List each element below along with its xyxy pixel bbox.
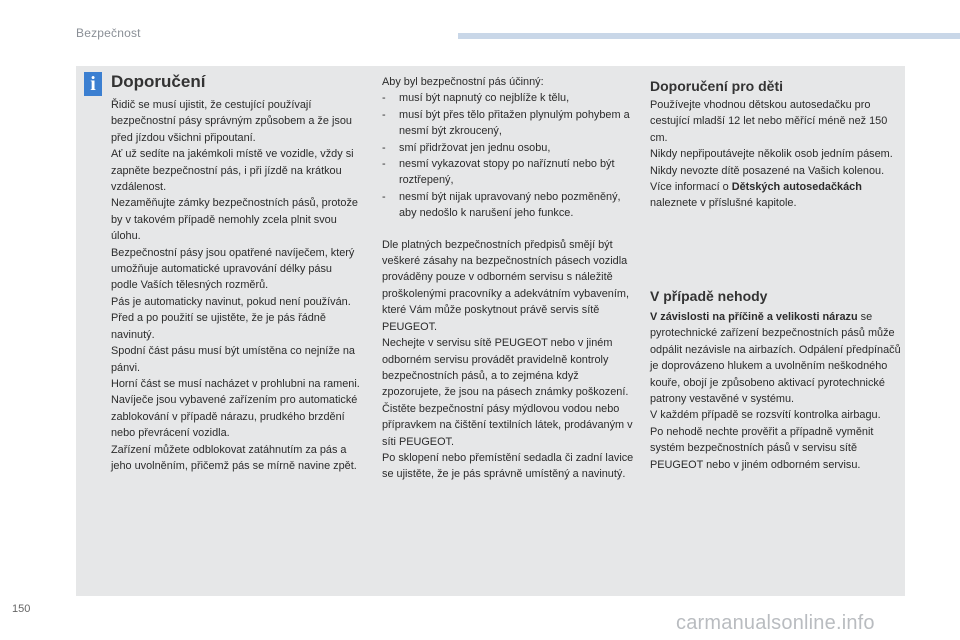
children-section — [650, 97, 902, 212]
paragraph — [650, 179, 902, 212]
recommendations-heading: Doporučení — [111, 72, 206, 91]
paragraph: Horní část se musí nacházet v prohlubni na rameni. — [111, 377, 360, 390]
list-item: - smí přidržovat jen jednu osobu, — [382, 140, 634, 156]
belt-requirements-list — [382, 90, 634, 221]
text: Více informací o — [650, 181, 732, 194]
paragraph: Po nehodě nechte prověřit a případně vyměnit systém bezpečnostních pásů v servisu sítě PEUGEOT nebo v jiném odborném servisu. — [650, 425, 874, 471]
paragraph: Po sklopení nebo přemístění sedadla či zadní lavice se ujistěte, že je pás správně umístěný a navinutý. — [382, 451, 634, 481]
list-intro: Aby byl bezpečnostní pás účinný: — [382, 76, 544, 88]
text: naleznete v příslušné kapitole. — [650, 197, 797, 210]
paragraph: Nezaměňujte zámky bezpečnostních pásů, protože by v takovém případě nemohly zcela plnit svou úlohu. — [111, 197, 358, 243]
paragraph: Čistěte bezpečnostní pásy mýdlovou vodou nebo přípravkem na čištění textilních látek, prodávaným v síti PEUGEOT. — [382, 402, 633, 448]
paragraph: V každém případě se rozsvítí kontrolka airbagu. — [650, 409, 881, 422]
text: se pyrotechnické zařízení bezpečnostních pásů může odpálit nezávisle na airbazích. Odpálení předpínačů je doprovázeno hlukem a uvolněním neškodného kouře, obojí je způsobeno aktivací pyrotechnické patrony vestavěné v systému. — [650, 311, 901, 406]
paragraph — [650, 309, 902, 407]
section-title: Bezpečnost — [76, 26, 141, 40]
list-item: - musí být napnutý co nejblíže k tělu, — [382, 90, 634, 106]
paragraph: Spodní část pásu musí být umístěna co nejníže na pánvi. — [111, 345, 355, 374]
accident-section — [650, 309, 902, 473]
info-icon: i — [84, 72, 102, 96]
paragraph: Dle platných bezpečnostních předpisů smějí být veškeré zásahy na bezpečnostních pásech vozidla prováděny pouze v odborném servisu s náležitě proškolenými pracovníky a adekvátním vybavením, které Vám může poskytnout právě servis sítě PEUGEOT. — [382, 238, 629, 333]
paragraph: Ať už sedíte na jakémkoli místě ve vozidle, vždy si zapněte bezpečnostní pás, i při jízdě na krátkou vzdálenost. — [111, 148, 354, 194]
page-number: 150 — [12, 603, 31, 615]
paragraph: Nechejte v servisu sítě PEUGEOT nebo v jiném odborném servisu provádět pravidelně kontroly bezpečnostních pásů, a to zejména když zpozorujete, že jsou na pásech známky poškození. — [382, 337, 629, 399]
accident-heading: V případě nehody — [650, 288, 768, 304]
list-item: - nesmí být nijak upravovaný nebo pozměněný, aby nedošlo k narušení jeho funkce. — [382, 189, 634, 222]
recommendations-column-1 — [111, 97, 361, 474]
paragraph: Zařízení můžete odblokovat zatáhnutím za pás a jeho uvolněním, přičemž pás se mírně navine zpět. — [111, 443, 357, 472]
paragraph: Nikdy nepřipoutávejte několik osob jedním pásem. — [650, 148, 893, 161]
paragraph: Navíječe jsou vybavené zařízením pro automatické zablokování v případě nárazu, prudkého brzdění nebo převrácení vozidla. — [111, 394, 358, 440]
paragraph: Bezpečnostní pásy jsou opatřené navíječem, který umožňuje automatické upravování délky pásu podle Vaších tělesných rozměrů. — [111, 246, 355, 292]
paragraph: Používejte vhodnou dětskou autosedačku pro cestující mladší 12 let nebo měřící méně než 150 cm. — [650, 99, 888, 144]
emphasis: V závislosti na příčině a velikosti nárazu — [650, 311, 858, 323]
list-item: - nesmí vykazovat stopy po naříznutí nebo být roztřepený, — [382, 156, 634, 189]
paragraph: Pás je automaticky navinut, pokud není používán. — [111, 295, 351, 308]
recommendations-column-2 — [382, 74, 634, 483]
paragraph: Nikdy nevozte dítě posazené na Vašich kolenou. — [650, 164, 885, 177]
list-item: - musí být přes tělo přitažen plynulým pohybem a nesmí být zkroucený, — [382, 107, 634, 140]
chapter-reference: Dětských autosedačkách — [731, 181, 862, 194]
header-accent-bar — [458, 33, 960, 39]
paragraph: Řidič se musí ujistit, že cestující používají bezpečnostní pásy správným způsobem a že jsou před jízdou všichni připoutaní. — [111, 99, 352, 144]
children-heading: Doporučení pro děti — [650, 78, 783, 94]
paragraph: Před a po použití se ujistěte, že je pás řádně navinutý. — [111, 312, 326, 341]
watermark: carmanualsonline.info — [676, 612, 875, 634]
